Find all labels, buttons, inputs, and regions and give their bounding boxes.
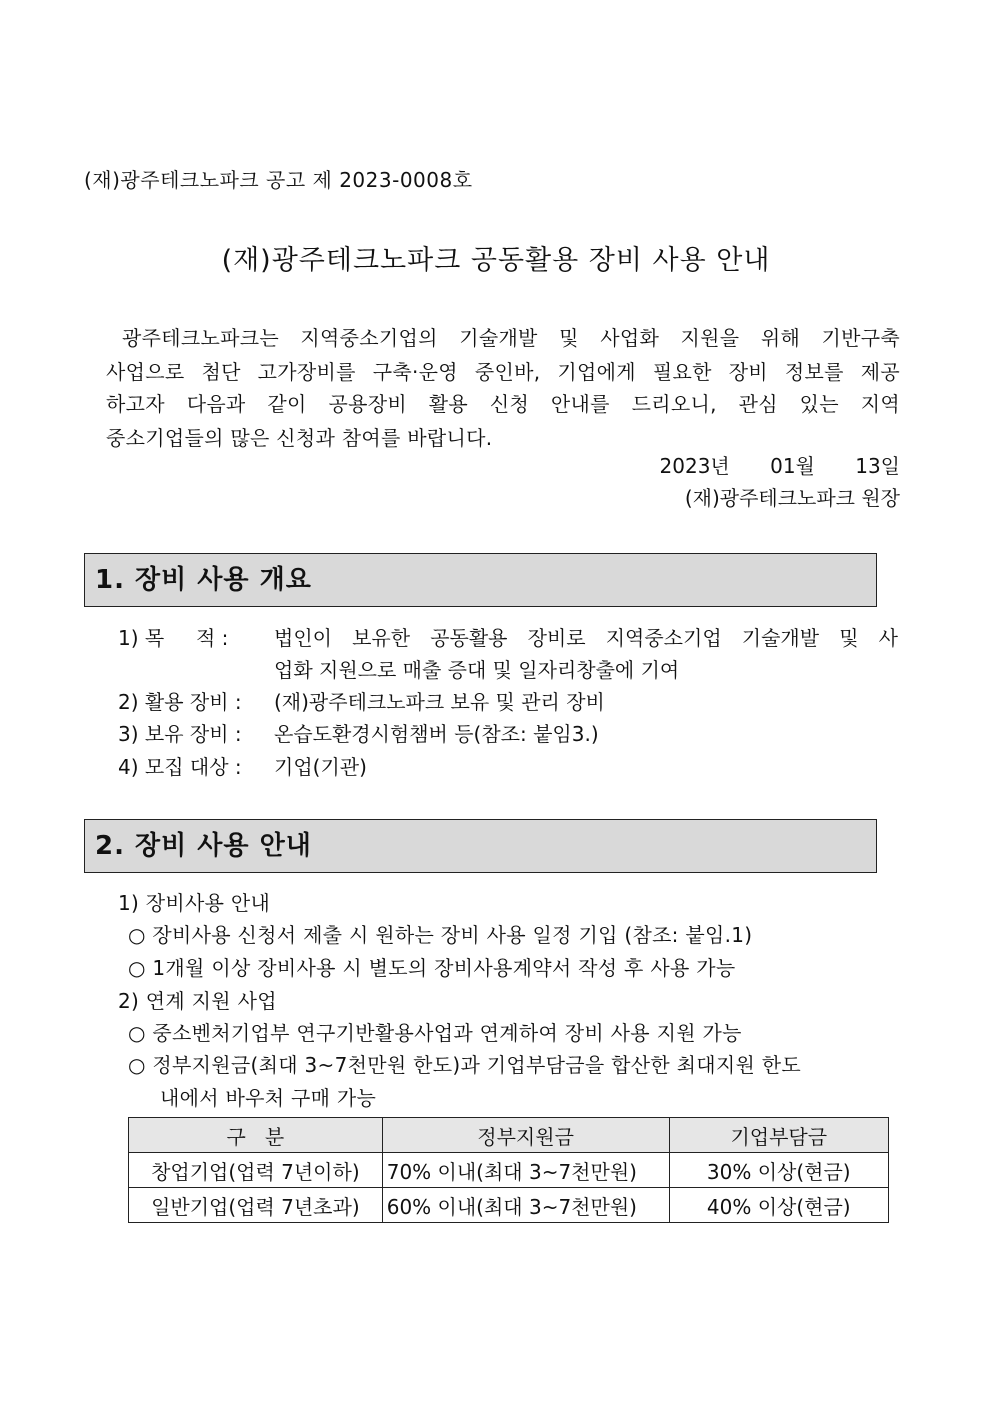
table-cell: 40% 이상(현금) xyxy=(669,1188,889,1223)
subheading-usage-guide: 1) 장비사용 안내 xyxy=(118,891,271,915)
bullet-item: ○ 정부지원금(최대 3~7천만원 한도)과 기업부담금을 합산한 최대지원 한도 xyxy=(128,1053,802,1077)
bullet-item: ○ 장비사용 신청서 제출 시 원하는 장비 사용 일정 기입 (참조: 붙임.1) xyxy=(128,923,753,947)
table-cell: 30% 이상(현금) xyxy=(669,1153,889,1188)
owned-label: 3) 보유 장비 : xyxy=(118,722,242,746)
page-title: (재)광주테크노파크 공동활용 장비 사용 안내 xyxy=(221,245,771,276)
intro-line: 사업으로 첨단 고가장비를 구축·운영 중인바, 기업에게 필요한 장비 정보를 제공 xyxy=(106,360,900,384)
table-row xyxy=(129,1153,889,1188)
owned-value: 온습도환경시험챔버 등(참조: 붙임3.) xyxy=(274,722,599,746)
bullet-item-cont: 내에서 바우처 구매 가능 xyxy=(160,1086,377,1110)
section-heading-guide: 2. 장비 사용 안내 xyxy=(84,819,877,873)
announcement-date: 2023년 01월 13일 xyxy=(659,454,900,478)
usage-value: (재)광주테크노파크 보유 및 관리 장비 xyxy=(274,690,605,714)
support-ratio-table xyxy=(128,1117,889,1223)
table-cell: 60% 이내(최대 3~7천만원) xyxy=(382,1188,669,1223)
purpose-value: 법인이 보유한 공동활용 장비로 지역중소기업 기술개발 및 사 xyxy=(274,626,898,650)
target-value: 기업(기관) xyxy=(274,755,367,779)
table-header-cell: 기업부담금 xyxy=(669,1118,889,1153)
table-cell: 70% 이내(최대 3~7천만원) xyxy=(382,1153,669,1188)
table-cell: 창업기업(업력 7년이하) xyxy=(129,1153,383,1188)
table-header-cell: 구 분 xyxy=(129,1118,383,1153)
bullet-item: ○ 중소벤처기업부 연구기반활용사업과 연계하여 장비 사용 지원 가능 xyxy=(128,1021,742,1045)
usage-label: 2) 활용 장비 : xyxy=(118,690,242,714)
bullet-item: ○ 1개월 이상 장비사용 시 별도의 장비사용계약서 작성 후 사용 가능 xyxy=(128,956,736,980)
section-heading-overview: 1. 장비 사용 개요 xyxy=(84,553,877,607)
notice-number: (재)광주테크노파크 공고 제 2023-0008호 xyxy=(84,168,473,192)
purpose-value-cont: 업화 지원으로 매출 증대 및 일자리창출에 기여 xyxy=(274,658,680,682)
target-label: 4) 모집 대상 : xyxy=(118,755,242,779)
table-header-row xyxy=(129,1118,889,1153)
table-cell: 일반기업(업력 7년초과) xyxy=(129,1188,383,1223)
intro-line: 하고자 다음과 같이 공용장비 활용 신청 안내를 드리오니, 관심 있는 지역 xyxy=(106,392,900,416)
table-row xyxy=(129,1188,889,1223)
intro-line: 중소기업들의 많은 신청과 참여를 바랍니다. xyxy=(106,426,493,450)
intro-line: 광주테크노파크는 지역중소기업의 기술개발 및 사업화 지원을 위해 기반구축 xyxy=(122,326,900,350)
table-header-cell: 정부지원금 xyxy=(382,1118,669,1153)
signer: (재)광주테크노파크 원장 xyxy=(684,486,900,510)
purpose-label: 1) 목 적 : xyxy=(118,626,229,650)
subheading-linked-support: 2) 연계 지원 사업 xyxy=(118,989,277,1013)
